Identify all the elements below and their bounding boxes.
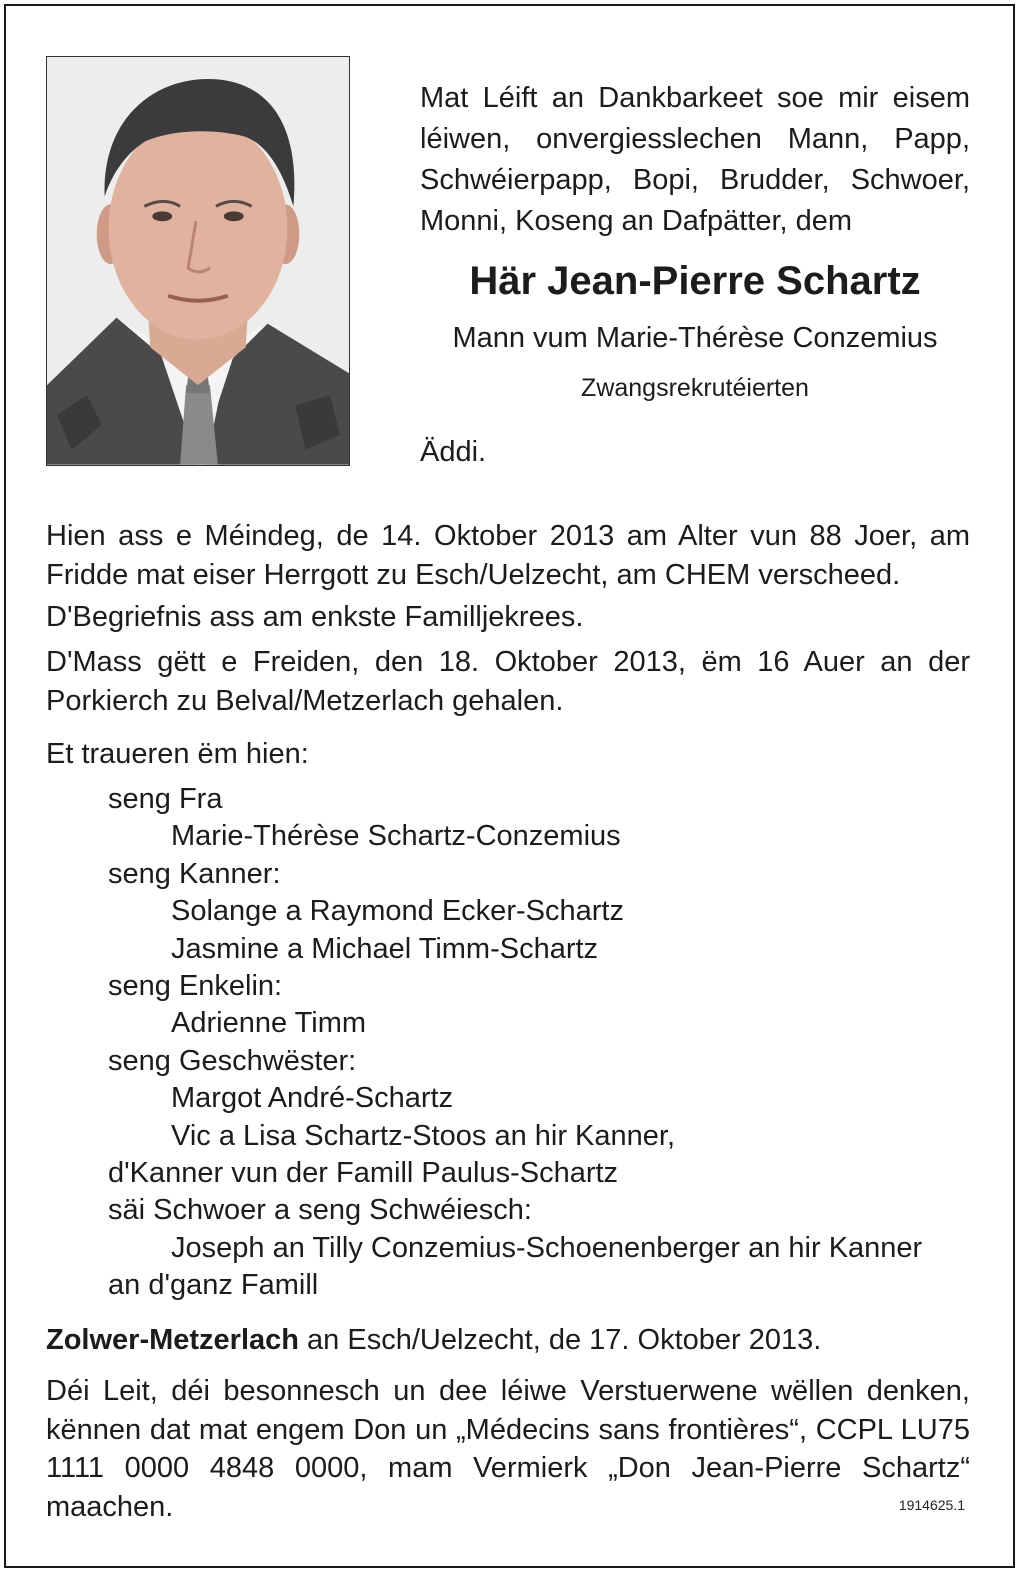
death-notice: Hien ass e Méindeg, de 14. Oktober 2013 am Alter vun 88 Joer, am Fridde mat eiser Herrgott zu Esch/Uelzecht, am CHEM verscheed. <box>46 520 970 591</box>
burial-notice: D'Begriefnis ass am enkste Familljekrees. <box>46 601 584 633</box>
mourner-name: Margot André-Schartz <box>171 1082 454 1115</box>
intro-text: Mat Léift an Dankbarkeet soe mir eisem léiwen, onvergiesslechen Mann, Papp, Schwéierpapp, Bopi, Brudder, Schwoer, Monni, Koseng an Dafpätter, dem <box>420 82 970 237</box>
mourner-group-label: seng Geschwëster: <box>108 1044 357 1077</box>
mourner-name: Adrienne Timm <box>171 1007 367 1040</box>
place-date-line <box>46 1320 970 1360</box>
mourners-intro: Et traueren ëm hien: <box>46 738 309 770</box>
place-date: an Esch/Uelzecht, de 17. Oktober 2013. <box>299 1324 822 1356</box>
deceased-name: Här Jean-Pierre Schartz <box>469 259 921 303</box>
mourner-group-label: d'Kanner vun der Famill Paulus-Schartz <box>108 1157 619 1190</box>
reference-number: 1914625.1 <box>898 1497 965 1513</box>
spouse-line: Mann vum Marie-Thérèse Conzemius <box>452 322 938 354</box>
mourners-list <box>46 781 970 1305</box>
mourner-name: Vic a Lisa Schartz-Stoos an hir Kanner, <box>171 1119 676 1152</box>
mass-notice: D'Mass gëtt e Freiden, den 18. Oktober 2013, ëm 16 Auer an der Porkierch zu Belval/Metzerlach gehalen. <box>46 646 970 717</box>
mourner-group-label: an d'ganz Famill <box>108 1269 319 1302</box>
mourner-group-label: seng Fra <box>108 783 223 815</box>
farewell-text: Äddi. <box>420 436 487 468</box>
mourner-group-label: säi Schwoer a seng Schwéiesch: <box>108 1194 532 1227</box>
portrait-photo <box>46 56 350 466</box>
mourner-group-label: seng Enkelin: <box>108 970 283 1003</box>
mourner-group-label: seng Kanner: <box>108 857 281 890</box>
mourner-name: Solange a Raymond Ecker-Schartz <box>171 895 624 928</box>
mourner-name: Joseph an Tilly Conzemius-Schoenenberger an hir Kanner <box>171 1231 923 1264</box>
place-name: Zolwer-Metzerlach <box>46 1324 299 1356</box>
donation-notice: Déi Leit, déi besonnesch un dee léiwe Verstuerwene wëllen denken, kënnen dat mat engem Don un „Médecins sans frontières“, CCPL LU75 1111 0000 4848 0000, mam Vermierk „Don Jean-Pierre Schartz“ maachen. <box>46 1375 970 1523</box>
status-line: Zwangsrekrutéierten <box>581 374 809 402</box>
mourner-name: Marie-Thérèse Schartz-Conzemius <box>171 820 621 853</box>
portrait-image <box>47 57 349 465</box>
mourner-name: Jasmine a Michael Timm-Schartz <box>171 932 599 965</box>
